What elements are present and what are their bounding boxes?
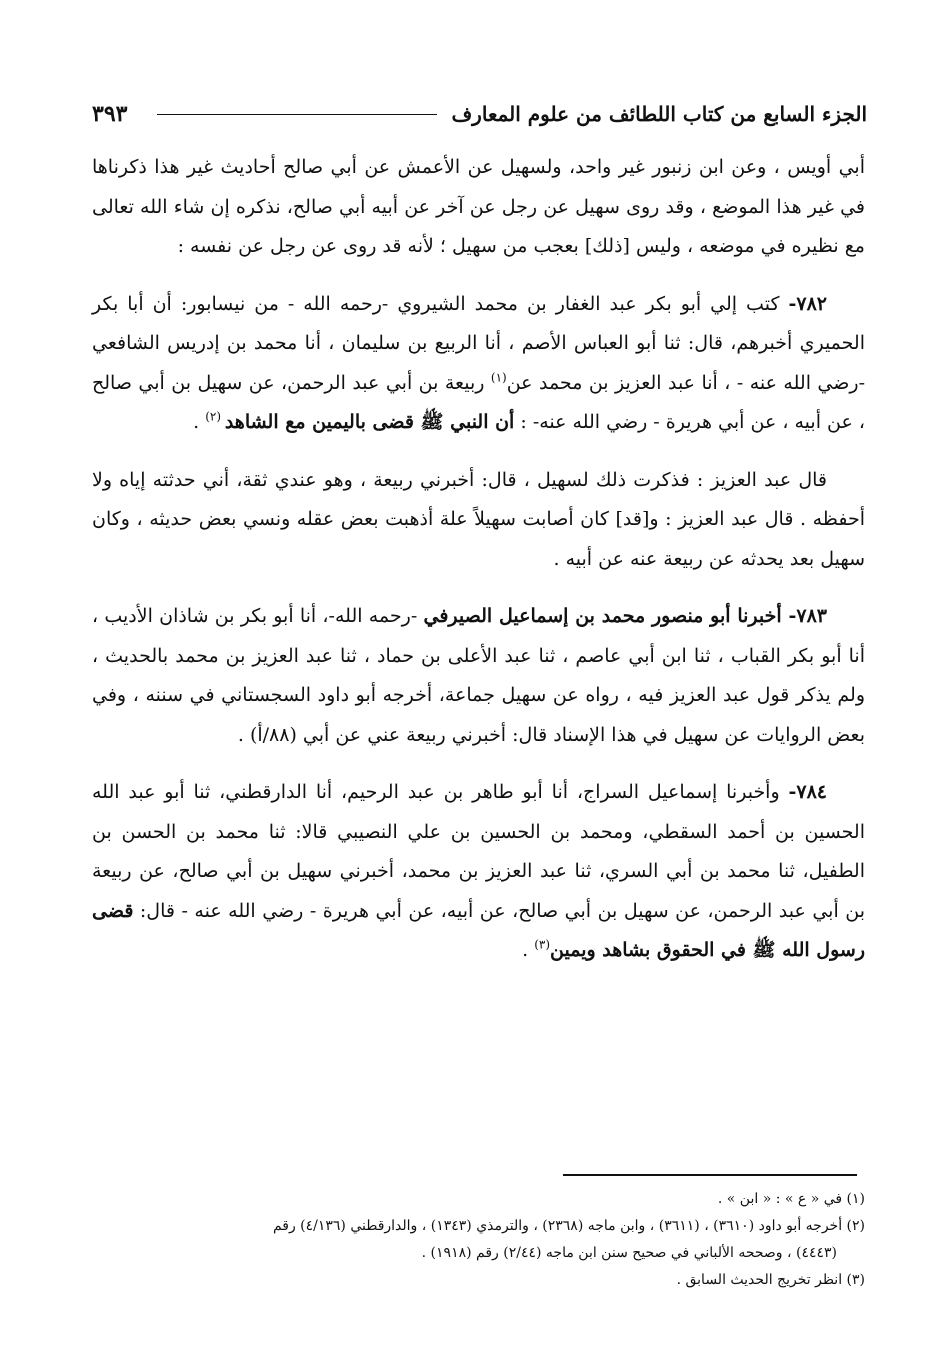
main-text [92, 148, 865, 971]
hadith-text: قضى رسول الله ﷺ في الحقوق بشاهد ويمين [92, 899, 865, 961]
paragraph-text-continued: ربيعة بن أبي عبد الرحمن، عن سهيل بن أبي صالح ، عن أبيه ، عن أبي هريرة - رضي الله عنه- : [92, 371, 865, 433]
paragraph-text: وأخبرنا إسماعيل السراج، أنا أبو طاهر بن عبد الرحيم، أنا الدارقطني، ثنا أبو عبد الله الحسين بن أحمد السقطي، ومحمد بن الحسين بن علي النصيبي قالا: ثنا محمد بن الحسن بن الطفيل، ثنا محمد بن أبي السري، ثنا عبد العزيز بن محمد، أخبرني سهيل بن أبي صالح، عن ربيعة بن أبي عبد الرحمن، عن سهيل بن أبي صالح، عن أبيه، عن أبي هريرة - رضي الله عنه - قال: [92, 781, 865, 922]
footnote-3 [70, 1267, 865, 1294]
footnote-ref-2: (٢) [205, 409, 225, 424]
page-number: ٣٩٣ [92, 101, 128, 127]
hadith-text: أن النبي ﷺ قضى باليمين مع الشاهد [224, 411, 515, 433]
isnad-lead: أخبرنا أبو منصور محمد بن إسماعيل الصيرفي [423, 605, 789, 627]
paragraph-783 [92, 597, 865, 755]
footnote-text-continued: (٤٤٤٣) ، وصححه الألباني في صحيح سنن ابن ماجه (٢/٤٤) رقم (١٩١٨) . [421, 1245, 837, 1261]
paragraph-tail: . [193, 411, 206, 433]
footnote-separator [563, 1174, 857, 1176]
paragraph-text: أبي أويس ، وعن ابن زنبور غير واحد، ولسهيل عن الأعمش عن أبي صالح أحاديث غير هذا ذكرناها في غير هذا الموضع ، وقد روى سهيل عن رجل عن آخر عن أبيه أبي صالح، نذكره إن شاء الله تعالى مع نظيره في موضعه ، وليس [ذلك] بعجب من سهيل ؛ لأنه قد روى عن رجل عن نفسه : [92, 156, 865, 257]
footnotes [70, 1186, 865, 1294]
paragraph-3 [92, 461, 865, 580]
header-title: الجزء السابع من كتاب اللطائف من علوم المعارف [451, 102, 867, 126]
footnote-ref-1: (١) [490, 370, 507, 385]
paragraph-text: كتب إلي أبو بكر عبد الغفار بن محمد الشيروي -رحمه الله - من نيسابور: أن أبا بكر الحميري أخبرهم، قال: ثنا أبو العباس الأصم ، أنا الربيع بن سليمان ، أنا محمد بن إدريس الشافعي -رضي الله عنه - ، أنا عبد العزيز بن محمد عن [92, 292, 865, 394]
entry-number: ٧٨٤- [788, 781, 827, 803]
paragraph-tail: . [522, 939, 535, 961]
header-rule [157, 114, 437, 115]
running-header [92, 96, 867, 132]
entry-number: ٧٨٢- [788, 292, 827, 315]
entry-number: ٧٨٣- [788, 605, 827, 627]
footnote-2 [70, 1213, 865, 1267]
footnote-1 [70, 1186, 865, 1213]
paragraph-text: -رحمه الله-، أنا أبو بكر بن شاذان الأديب ، أنا أبو بكر القباب ، ثنا ابن أبي عاصم ، ثنا عبد الأعلى بن حماد ، ثنا عبد العزيز بن محمد بالحديث ، ولم يذكر قول عبد العزيز فيه ، رواه عن سهيل جماعة، أخرجه أبو داود السجستاني في سننه ، وفي بعض الروايات عن سهيل في هذا الإسناد قال: أخبرني ربيعة عني عن أبي (٨٨/أ) . [92, 605, 865, 746]
footnote-text: (١) في « ع » : « ابن » . [717, 1191, 865, 1207]
paragraph-782 [92, 285, 865, 443]
paragraph-784 [92, 773, 865, 971]
footnote-text: (٢) أخرجه أبو داود (٣٦١٠) ، (٣٦١١) ، وابن ماجه (٢٣٦٨) ، والترمذي (١٣٤٣) ، والدارقطني (٤/١٣٦) رقم [272, 1218, 865, 1234]
paragraph-text: قال عبد العزيز : فذكرت ذلك لسهيل ، قال: أخبرني ربيعة ، وهو عندي ثقة، أني حدثته إياه ولا أحفظه . قال عبد العزيز : و[قد] كان أصابت سهيلاً علة أذهبت بعض عقله ونسي بعض حديثه ، وكان سهيل بعد يحدثه عن ربيعة عنه عن أبيه . [92, 468, 865, 570]
footnote-text: (٣) انظر تخريج الحديث السابق . [676, 1272, 865, 1288]
paragraph-1 [92, 148, 865, 267]
footnote-ref-3: (٣) [534, 937, 551, 952]
